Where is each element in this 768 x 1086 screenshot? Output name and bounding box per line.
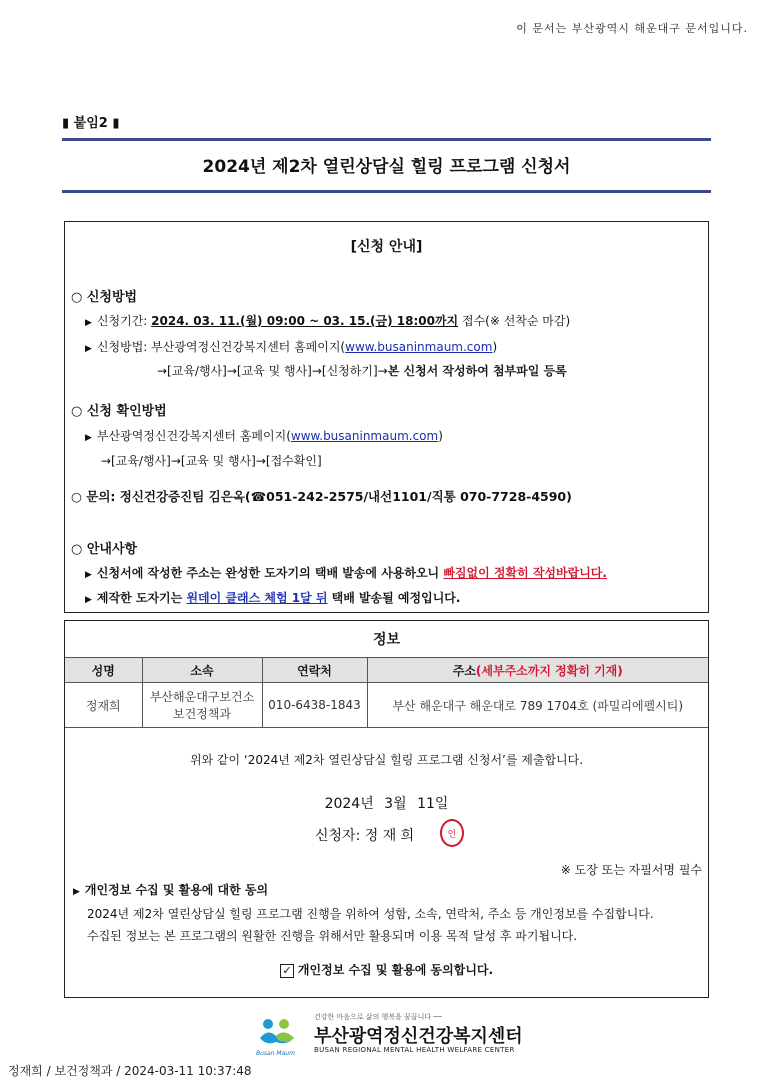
applicant-name: 신청자: 정 재 희 [315, 828, 415, 844]
notes-line-delivery: ▶ 제작한 도자기는 원데이 클래스 체험 1달 뒤 택배 발송될 예정입니다. [85, 591, 461, 605]
attachment-label: ▮ 붙임2 ▮ [62, 116, 120, 131]
guide-title: [신청 안내] [350, 239, 423, 255]
contact-info: ○ 문의: 정신건강증진팀 김은옥(☎051-242-2575/내선1101/직통 070-7728-4590) [71, 489, 572, 504]
title-bottom-rule [62, 190, 711, 193]
consent-body: 2024년 제2차 열린상담실 힐링 프로그램 진행을 위하여 성함, 소속, 연락처, 주소 등 개인정보를 수집합니다. 수집된 정보는 본 프로그램의 원활한 진행을 위해서만 활용되며 이용 목적 달성 후 파기됩니다. [87, 907, 654, 943]
document-title: 2024년 제2차 열린상담실 힐링 프로그램 신청서 [202, 157, 571, 177]
submission-date: 2024년 3월 11일 [324, 796, 449, 812]
checkbox-checked-icon[interactable]: ✓ [280, 964, 294, 978]
method-heading: ○ 신청방법 [71, 290, 138, 305]
logo-mark-text: Busan Maum [256, 1050, 295, 1057]
triangle-bullet-icon: ▶ [85, 595, 92, 605]
title-top-rule [62, 138, 711, 141]
organization-name-english: BUSAN REGIONAL MENTAL HEALTH WELFARE CENTER [314, 1046, 515, 1054]
center-logo [256, 1010, 526, 1060]
document-origin-notice: 이 문서는 부산광역시 해운대구 문서입니다. [516, 22, 748, 35]
confirm-heading: ○ 신청 확인방법 [71, 404, 167, 419]
guide-box [64, 221, 709, 613]
logo-slogan: 건강한 마음으로 삶의 행복을 꿈꿉니다 ── [314, 1013, 442, 1021]
triangle-bullet-icon: ▶ [85, 344, 92, 354]
document-footer: 정재희 / 보건정책과 / 2024-03-11 10:37:48 [8, 1064, 252, 1078]
confirm-path: →[교육/행사]→[교육 및 행사]→[접수확인] [101, 454, 322, 468]
application-method: ▶ 신청방법: 부산광역정신건강복지센터 홈페이지(www.busaninmaum.com) [85, 340, 498, 354]
seal-stamp-icon: 인 [440, 819, 464, 847]
cell-phone: 010-6438-1843 [262, 683, 367, 728]
header-name: 성명 [65, 658, 142, 683]
triangle-bullet-icon: ▶ [73, 887, 80, 897]
triangle-bullet-icon: ▶ [85, 433, 92, 443]
application-form-box [64, 620, 709, 998]
submission-statement: 위와 같이 ‘2024년 제2차 열린상담실 힐링 프로그램 신청서’를 제출합니다. [189, 753, 584, 767]
triangle-bullet-icon: ▶ [85, 318, 92, 328]
header-address: 주소(세부주소까지 정확히 기재) [367, 658, 708, 683]
busan-maum-logo-icon [256, 1016, 298, 1052]
header-affiliation: 소속 [142, 658, 262, 683]
info-table-title: 정보 [65, 621, 708, 658]
organization-name: 부산광역정신건강복지센터 [314, 1026, 523, 1047]
confirm-line: ▶ 부산광역정신건강복지센터 홈페이지(www.busaninmaum.com) [85, 429, 443, 443]
info-table [65, 621, 708, 728]
period-value: 2024. 03. 11.(월) 09:00 ~ 03. 15.(금) 18:00까지 [151, 314, 459, 328]
cell-name: 정재희 [65, 683, 142, 728]
consent-title: ▶ 개인정보 수집 및 활용에 대한 동의 [73, 883, 269, 897]
consent-agreement: ✓ 개인정보 수집 및 활용에 동의합니다. [65, 961, 708, 978]
table-row [65, 683, 708, 728]
homepage-link[interactable]: www.busaninmaum.com [290, 429, 439, 443]
cell-affiliation: 부산해운대구보건소 보건정책과 [142, 683, 262, 728]
header-phone: 연락처 [262, 658, 367, 683]
homepage-link[interactable]: www.busaninmaum.com [345, 340, 493, 354]
notes-line-address: ▶ 신청서에 작성한 주소는 완성한 도자기의 택배 발송에 사용하오니 빠짐없이 정확히 작성바랍니다. [85, 566, 607, 580]
triangle-bullet-icon: ▶ [85, 570, 92, 580]
application-period: ▶ 신청기간: 2024. 03. 11.(월) 09:00 ~ 03. 15.(금) 18:00까지 접수(※ 선착순 마감) [85, 314, 571, 328]
cell-address: 부산 해운대구 해운대로 789 1704호 (파밀리에펠시티) [367, 683, 708, 728]
stamp-required-note: ※ 도장 또는 자필서명 필수 [560, 863, 702, 877]
application-path: →[교육/행사]→[교육 및 행사]→[신청하기]→본 신청서 작성하여 첨부파일 등록 [157, 364, 567, 378]
notes-heading: ○ 안내사항 [71, 542, 138, 557]
